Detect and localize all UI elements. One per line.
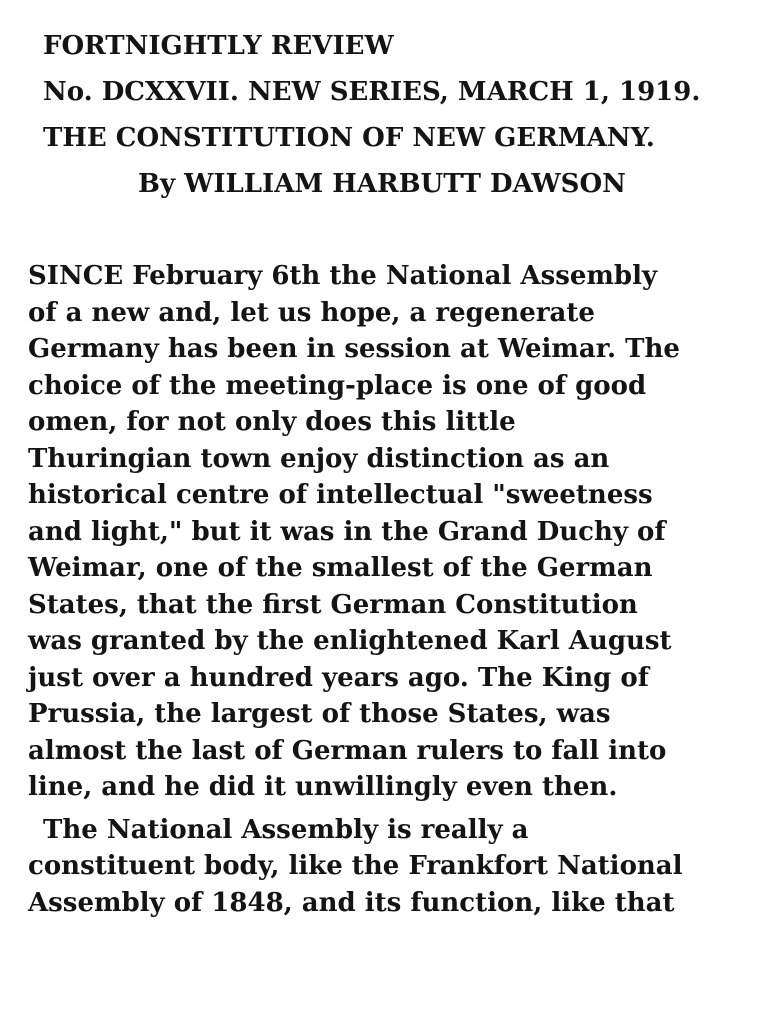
paragraph-line: States, that the first German Constitution: [28, 589, 638, 620]
paragraph-line: Assembly of 1848, and its function, like that: [28, 887, 675, 918]
paragraph-line: line, and he did it unwillingly even then.: [28, 772, 618, 802]
paragraph-line: omen, for not only does this little: [28, 407, 516, 437]
paragraph-line: almost the last of German rulers to fall into: [28, 735, 667, 766]
paragraph-line: and light," but it was in the Grand Duchy of: [28, 516, 666, 547]
issue-line: No. DCXXVII. NEW SERIES, MARCH 1, 1919.: [43, 77, 701, 107]
paragraph-line: choice of the meeting-place is one of good: [28, 370, 647, 401]
paragraph-line: constituent body, like the Frankfort National: [28, 851, 683, 881]
paragraph-line: Germany has been in session at Weimar. The: [28, 334, 680, 364]
journal-name: FORTNIGHTLY REVIEW: [43, 31, 394, 61]
paragraph-line: was granted by the enlightened Karl August: [28, 626, 672, 656]
paragraph-1: [28, 258, 740, 806]
paragraph-line: Thuringian town enjoy distinction as an: [28, 443, 610, 474]
paragraph-line: The National Assembly is really a: [43, 814, 529, 845]
paragraph-2: [28, 812, 740, 922]
paragraph-line: Prussia, the largest of those States, was: [28, 699, 611, 729]
paragraph-line: of a new and, let us hope, a regenerate: [28, 297, 595, 328]
paragraph-line: Weimar, one of the smallest of the German: [28, 553, 653, 583]
document-page: [28, 28, 740, 921]
article-title: THE CONSTITUTION OF NEW GERMANY.: [43, 123, 655, 153]
byline: By WILLIAM HARBUTT DAWSON: [138, 169, 626, 199]
paragraph-line: historical centre of intellectual "sweetness: [28, 480, 653, 510]
paragraph-line: just over a hundred years ago. The King of: [28, 662, 649, 693]
paragraph-line: SINCE February 6th the National Assembly: [28, 261, 658, 291]
